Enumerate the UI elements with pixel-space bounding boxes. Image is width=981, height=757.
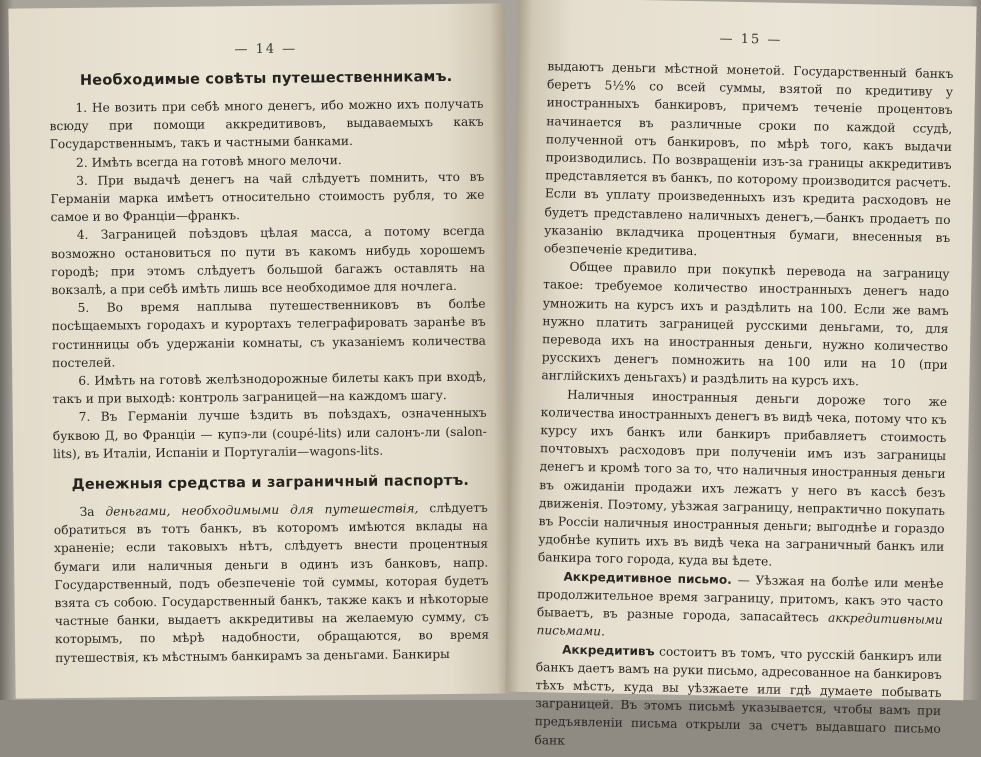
paragraph: [536, 567, 943, 648]
paragraph: Наличныя иностранныя деньги дороже того же количества иностранныхъ денегъ въ видѣ чека, потому что къ курсу ихъ банкъ или банкиръ прибавляетъ стоимость почтовыхъ расходовъ при полученіи имъ изъ заграницы денегъ и кромѣ того за то, что наличныя иностранныя деньги въ ожиданіи продажи ихъ лежатъ у него въ кассѣ безъ движенія. Поэтому, уѣзжая заграницу, непрактично покупать въ Россіи наличныя иностранныя деньги; выгоднѣе и гораздо удобнѣе купить ихъ въ видѣ чека на заграничный банкъ или банкира того города, куда вы ѣдете.: [537, 387, 948, 570]
section-heading: Денежныя средства и заграничный паспортъ.: [71, 472, 470, 494]
paragraph-text: состоитъ въ томъ, что русскій банкиръ или банкъ даетъ вамъ на руки письмо, адресованное на банкировъ тѣхъ мѣстъ, куда вы уѣзжаете или гдѣ думаете побывать заграницей. Въ этомъ письмѣ указывается, чтобы вамъ при предъявленіи письма открыли за счетъ выдавшаго письмо банк: [534, 643, 943, 748]
section-heading: Необходимые совѣты путешественникамъ.: [79, 68, 453, 89]
paragraph: 1. Не возить при себѣ много денегъ, ибо можно ихъ получать всюду при помощи аккредитивовъ, выдаваемыхъ какъ Государственнымъ, такъ и частными банками.: [49, 96, 484, 152]
paragraph: 3. При выдачѣ денегъ на чай слѣдуетъ помнить, что въ Германіи марка имѣетъ относительно стоимость рубля, то же самое и во Франціи—франкъ.: [50, 169, 485, 225]
bold-term: Аккредитивное письмо.: [563, 569, 732, 587]
paragraph: 2. Имѣть всегда на готовѣ много мелочи.: [75, 152, 342, 170]
paragraph-text: — Уѣзжая на болѣе или менѣе продолжительное время заграницу, притомъ, какъ это часто бываетъ, въ разные города, запасайтесь: [536, 572, 944, 625]
paragraph: выдаютъ деньги мѣстной монетой. Государственный банкъ беретъ 5½% со всей суммы, взятой по кредитиву у иностранныхъ банкировъ, причемъ теченіе процентовъ начинается въ различные сроки по каждой ссудѣ, полученной отъ банкировъ, по мѣрѣ того, какъ выдачи производились. По возвращеніи изъ-за границы аккредитивъ представляется въ банкъ, по которому производится расчетъ. Если въ уплату произведенныхъ изъ кредита расходовъ не будетъ представлено наличныхъ денегъ,—банкъ продаетъ по указанію вкладчика процентныя бумаги, внесенныя въ обезпеченіе кредитива.: [543, 59, 954, 259]
left-page: [8, 3, 511, 698]
paragraph: [54, 499, 490, 667]
paragraph-text: слѣдуетъ обратиться въ тотъ банкъ, въ которомъ имѣются вклады на храненіе; если таковыхъ нѣтъ, слѣдуетъ внести процентныя бумаги или наличныя деньги в одинъ изъ банковъ, напр. Государственный, подъ обезпеченіе той суммы, которая будетъ взята съ собою. Государственный банкъ, также какъ и нѣкоторые частные банки, выдаетъ аккредитивы на желаемую сумму, съ которымъ, по мѣрѣ надобности, обращаются, во время путешествія, къ мѣстнымъ банкирамъ за деньгами. Банкиры: [53, 500, 490, 665]
paragraph: Общее правило при покупкѣ перевода на заграницу такое: требуемое количество иностранныхъ денегъ надо умножить на курсъ ихъ и раздѣлить на 100. Если же вамъ нужно платить заграницей русскими деньгами, то, для перевода ихъ на иностранныя деньги, нужно количество русскихъ денегъ помножить на 100 или на 10 (при англійскихъ деньгахъ) и раздѣлить на курсъ ихъ.: [541, 259, 950, 389]
paragraph: 4. Заграницей поѣздовъ цѣлая масса, а потому всегда возможно остановиться по пути въ какомъ нибудь хорошемъ городѣ; при этомъ слѣдуетъ большой багажъ оставлять на вокзалѣ, а при себѣ имѣть лишь все необходимое для ночлега.: [50, 224, 486, 298]
italic-phrase: деньгами, необходимыми для путешествія,: [105, 501, 419, 519]
paragraph: 7. Въ Германіи лучше ѣздить въ поѣздахъ, означенныхъ буквою Д, во Франціи — купэ-ли (coupé-lits) или салонъ-ли (salon-lits), въ Италіи, Испаніи и Португаліи—wagons-lits.: [52, 406, 487, 462]
paragraph: 6. Имѣть на готовѣ желѣзнодорожные билеты какъ при входѣ, такъ и при выходѣ: контроль заграницей—на каждомъ шагу.: [52, 369, 487, 407]
paragraph-lead: За: [79, 504, 106, 519]
paragraph: 5. Во время наплыва путешественниковъ въ болѣе посѣщаемыхъ городахъ и курортахъ телеграфировать заранѣе въ гостинницы объ удержаніи комнаты, съ указаніемъ количества постелей.: [51, 296, 486, 371]
paragraph: [534, 640, 942, 757]
bold-term: Аккредитивъ: [562, 642, 655, 658]
page-number: — 14 —: [234, 41, 298, 58]
page-number: — 15 —: [719, 31, 783, 48]
italic-phrase: аккредитивными письмами.: [536, 610, 943, 639]
right-page: [505, 0, 976, 748]
